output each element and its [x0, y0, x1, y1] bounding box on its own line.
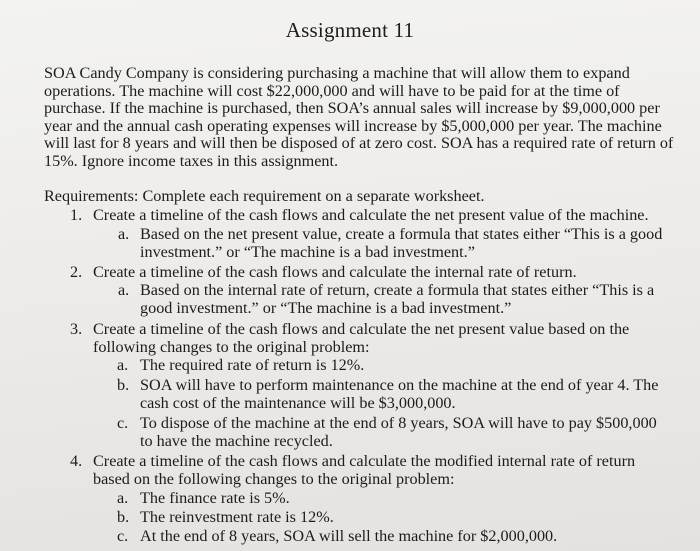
sub-requirement-letter: a. — [117, 489, 129, 507]
sub-requirement-text: Based on the net present value, create a formula that states either “This is a good — [140, 225, 663, 243]
sub-requirement-text: To dispose of the machine at the end of 8 years, SOA will have to pay $500,000 — [140, 414, 657, 432]
requirement-number: 2. — [70, 263, 83, 281]
sub-requirement-text: investment.” or “The machine is a bad investment.” — [140, 243, 475, 261]
sub-requirement-text: cash cost of the maintenance will be $3,000,000. — [140, 394, 456, 412]
requirement-text: Create a timeline of the cash flows and calculate the net present value of the machine. — [93, 206, 649, 224]
sub-requirement-letter: a. — [118, 225, 130, 243]
intro-paragraph: SOA Candy Company is considering purchasing a machine that will allow them to expand operations. The machine will cost $22,000,000 and will have to be paid for at the time of purchase. If the machine is purchased, then SOA’s annual sales will increase by $9,000,000 per year and the annual cash operating expenses will increase by $5,000,000 per year. The machine will last for 8 years and will then be disposed of at zero cost. SOA has a required rate of return of 15%. Ignore income taxes in this assignment. — [44, 64, 674, 170]
requirement-text: based on the following changes to the original problem: — [93, 470, 455, 488]
sub-requirement-letter: b. — [117, 508, 130, 526]
requirement-text: following changes to the original problem: — [93, 338, 370, 356]
page-title: Assignment 11 — [285, 18, 415, 42]
sub-requirement-text: The finance rate is 5%. — [140, 489, 290, 507]
sub-requirement-letter: c. — [117, 414, 129, 432]
sub-requirement-letter: a. — [118, 281, 130, 299]
requirement-number: 3. — [70, 320, 83, 338]
requirements-heading: Requirements: Complete each requirement on a separate worksheet. — [44, 187, 485, 205]
requirement-text: Create a timeline of the cash flows and calculate the internal rate of return. — [93, 263, 577, 281]
sub-requirement-text: Based on the internal rate of return, create a formula that states either “This is a — [140, 281, 655, 299]
requirement-number: 1. — [70, 206, 83, 224]
sub-requirement-letter: a. — [117, 356, 129, 374]
sub-requirement-text: At the end of 8 years, SOA will sell the machine for $2,000,000. — [140, 527, 558, 545]
requirement-text: Create a timeline of the cash flows and calculate the modified internal rate of return — [93, 452, 636, 470]
sub-requirement-text: The reinvestment rate is 12%. — [140, 508, 334, 526]
sub-requirement-letter: c. — [117, 527, 129, 545]
sub-requirement-text: to have the machine recycled. — [140, 432, 333, 450]
sub-requirement-text: The required rate of return is 12%. — [140, 356, 365, 374]
sub-requirement-text: good investment.” or “The machine is a bad investment.” — [140, 299, 512, 317]
requirement-number: 4. — [70, 452, 83, 470]
sub-requirement-text: SOA will have to perform maintenance on the machine at the end of year 4. The — [140, 376, 659, 394]
sub-requirement-letter: b. — [117, 376, 130, 394]
requirement-text: Create a timeline of the cash flows and calculate the net present value based on the — [93, 320, 630, 338]
